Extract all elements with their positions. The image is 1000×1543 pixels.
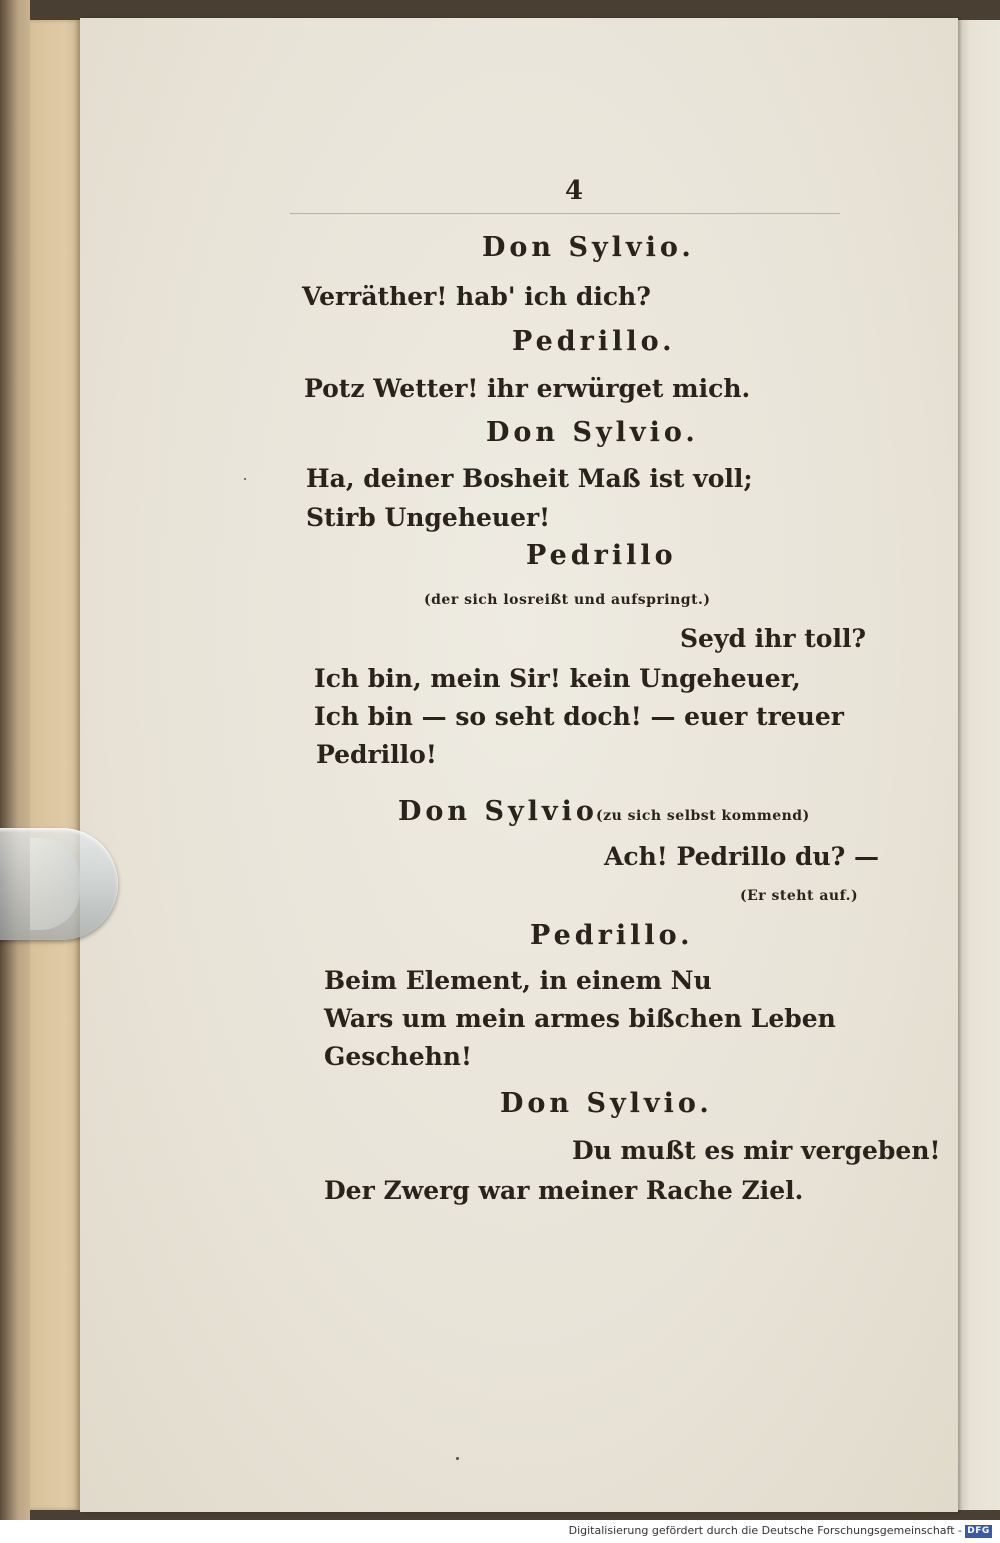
speaker-heading: Pedrillo. <box>512 326 676 357</box>
speaker-heading: Pedrillo <box>526 540 677 571</box>
page-number: 4 <box>565 176 584 206</box>
verse-line: Ich bin, mein Sir! kein Ungeheuer, <box>314 664 801 693</box>
ink-speck <box>244 478 246 480</box>
verse-line: Beim Element, in einem Nu <box>324 966 712 995</box>
verse-line: Geschehn! <box>324 1042 472 1071</box>
verse-line: Ach! Pedrillo du? — <box>604 842 880 871</box>
verse-line: Seyd ihr toll? <box>680 624 867 653</box>
stage-direction: (Er steht auf.) <box>740 888 859 904</box>
glass-page-clip <box>0 828 118 940</box>
verse-line: Stirb Ungeheuer! <box>306 503 551 532</box>
book-spine-edge <box>0 0 30 1520</box>
glass-page-clip-highlight <box>30 838 80 930</box>
verse-line: Pedrillo! <box>316 740 437 769</box>
speaker-heading: Don Sylvio. <box>500 1088 713 1119</box>
dfg-logo: DFG <box>965 1525 992 1538</box>
verse-line: Der Zwerg war meiner Rache Ziel. <box>324 1176 804 1205</box>
verse-line: Potz Wetter! ihr erwürget mich. <box>304 374 751 403</box>
ink-speck <box>456 1457 459 1460</box>
stage-direction: (zu sich selbst kommend) <box>596 808 810 824</box>
verse-line: Ich bin — so seht doch! — euer treuer <box>314 702 844 731</box>
verse-line: Verräther! hab' ich dich? <box>302 282 651 311</box>
verse-line: Du mußt es mir vergeben! <box>572 1136 941 1165</box>
verse-line: Wars um mein armes bißchen Leben <box>324 1004 836 1033</box>
speaker-heading: Pedrillo. <box>530 920 694 951</box>
speaker-heading: Don Sylvio <box>398 796 598 827</box>
header-rule <box>290 213 840 214</box>
stage-direction: (der sich losreißt und aufspringt.) <box>424 592 711 608</box>
verse-line: Ha, deiner Bosheit Maß ist voll; <box>306 464 753 493</box>
book-cover-edge <box>30 20 80 1510</box>
adjacent-page-edge <box>958 20 1000 1510</box>
funding-credit: Digitalisierung gefördert durch die Deutsche Forschungsgemeinschaft - <box>568 1524 962 1537</box>
speaker-heading: Don Sylvio. <box>482 232 695 263</box>
speaker-heading: Don Sylvio. <box>486 417 699 448</box>
